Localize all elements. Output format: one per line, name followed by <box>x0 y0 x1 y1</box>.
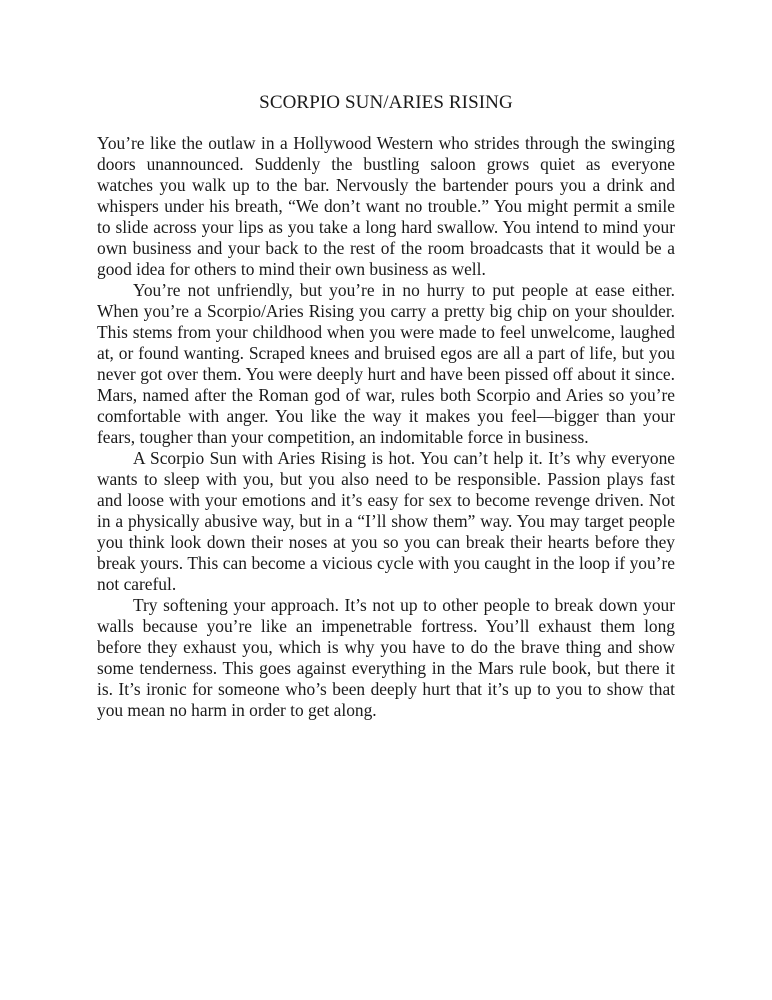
paragraph-3: A Scorpio Sun with Aries Rising is hot. You can’t help it. It’s why everyone wants to sleep with you, but you also need to be responsible. Passion plays fast and loose with your emotions and it’s easy for sex to become revenge driven. Not in a physically abusive way, but in a “I’ll show them” way. You may target people you think look down their noses at you so you can break their hearts before they break yours. This can become a vicious cycle with you caught in the loop if you’re not careful. <box>97 448 675 594</box>
paragraph-1: You’re like the outlaw in a Hollywood Western who strides through the swinging doors unannounced. Suddenly the bustling saloon grows quiet as everyone watches you walk up to the bar. Nervously the bartender pours you a drink and whispers under his breath, “We don’t want no trouble.” You might permit a smile to slide across your lips as you take a long hard swallow. You intend to mind your own business and your back to the rest of the room broadcasts that it would be a good idea for others to mind their own business as well. <box>97 133 675 279</box>
paragraph-2: You’re not unfriendly, but you’re in no hurry to put people at ease either. When you’re a Scorpio/Aries Rising you carry a pretty big chip on your shoulder. This stems from your childhood when you were made to feel unwelcome, laughed at, or found wanting. Scraped knees and bruised egos are all a part of life, but you never got over them. You were deeply hurt and have been pissed off about it since. Mars, named after the Roman god of war, rules both Scorpio and Aries so you’re comfortable with anger. You like the way it makes you feel—bigger than your fears, tougher than your competition, an indomitable force in business. <box>97 280 675 447</box>
paragraph-4: Try softening your approach. It’s not up to other people to break down your walls because you’re like an impenetrable fortress. You’ll exhaust them long before they exhaust you, which is why you have to do the brave thing and show some tenderness. This goes against everything in the Mars rule book, but there it is. It’s ironic for someone who’s been deeply hurt that it’s up to you to show that you mean no harm in order to get along. <box>97 595 675 720</box>
body-text <box>97 133 675 721</box>
page-title: SCORPIO SUN/ARIES RISING <box>259 92 513 113</box>
